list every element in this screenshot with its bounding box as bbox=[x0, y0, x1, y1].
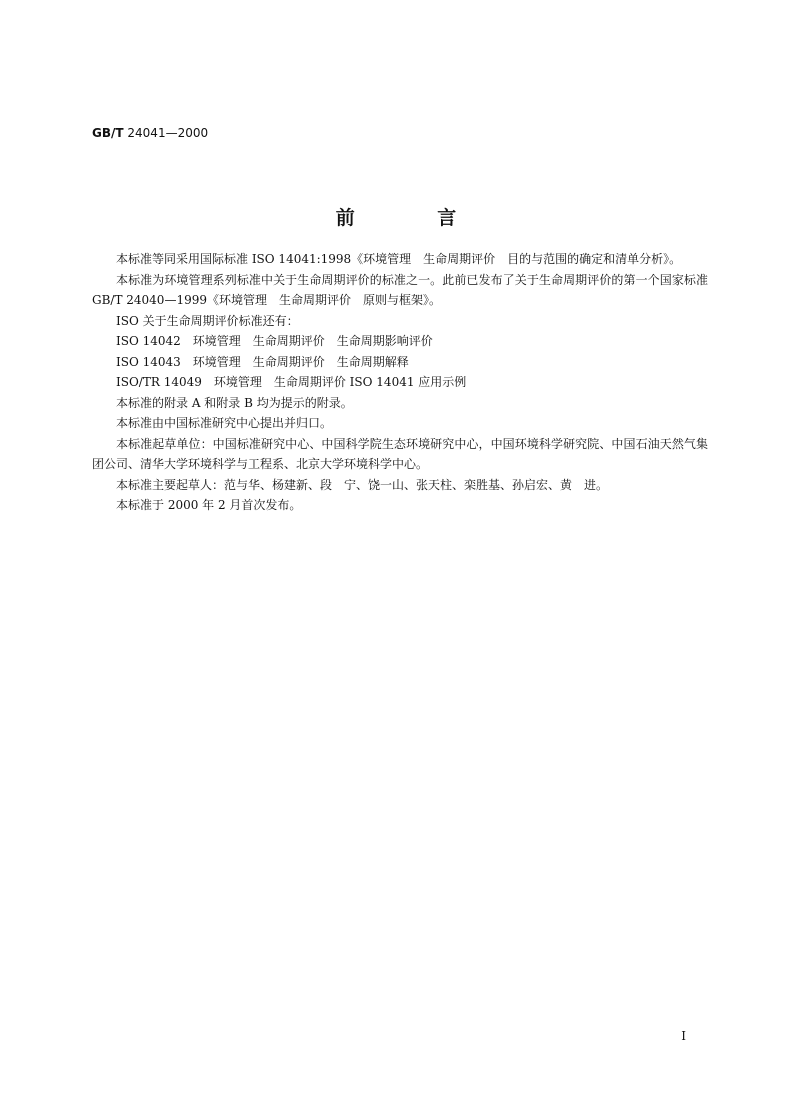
paragraph-drafters: 本标准主要起草人：范与华、杨建新、段 宁、饶一山、张天柱、栾胜基、孙启宏、黄 进。 bbox=[116, 477, 609, 492]
standard-code-number: 24041—2000 bbox=[127, 126, 209, 140]
foreword-body bbox=[92, 249, 708, 516]
paragraph-first-issue: 本标准于 2000 年 2 月首次发布。 bbox=[116, 498, 302, 512]
standard-code bbox=[92, 126, 208, 140]
paragraph-iso-14043: ISO 14043 环境管理 生命周期评价 生命周期解释 bbox=[116, 354, 409, 369]
paragraph-iso-list-intro: ISO 关于生命周期评价标准还有： bbox=[116, 313, 299, 328]
paragraph-proposed-by: 本标准由中国标准研究中心提出并归口。 bbox=[116, 416, 333, 430]
paragraph-drafting-units: 本标准起草单位：中国标准研究中心、中国科学院生态环境研究中心，中国环境科学研究院、中国石油天然气集团公司、清华大学环境科学与工程系、北京大学环境科学中心。 bbox=[92, 436, 708, 471]
page-title: 前 言 bbox=[335, 207, 495, 229]
paragraph-adoption: 本标准等同采用国际标准 ISO 14041:1998《环境管理 生命周期评价 目的与范围的确定和清单分析》。 bbox=[116, 252, 682, 266]
paragraph-iso-tr-14049: ISO/TR 14049 环境管理 生命周期评价 ISO 14041 应用示例 bbox=[116, 375, 467, 389]
paragraph-iso-14042: ISO 14042 环境管理 生命周期评价 生命周期影响评价 bbox=[116, 334, 433, 348]
page-number: I bbox=[681, 1029, 686, 1043]
paragraph-series: 本标准为环境管理系列标准中关于生命周期评价的标准之一。此前已发布了关于生命周期评价的第一个国家标准 GB/T 24040—1999《环境管理 生命周期评价 原则与框架》。 bbox=[92, 272, 708, 307]
standard-code-prefix: GB/T bbox=[92, 126, 124, 140]
paragraph-annexes: 本标准的附录 A 和附录 B 均为提示的附录。 bbox=[116, 395, 353, 410]
